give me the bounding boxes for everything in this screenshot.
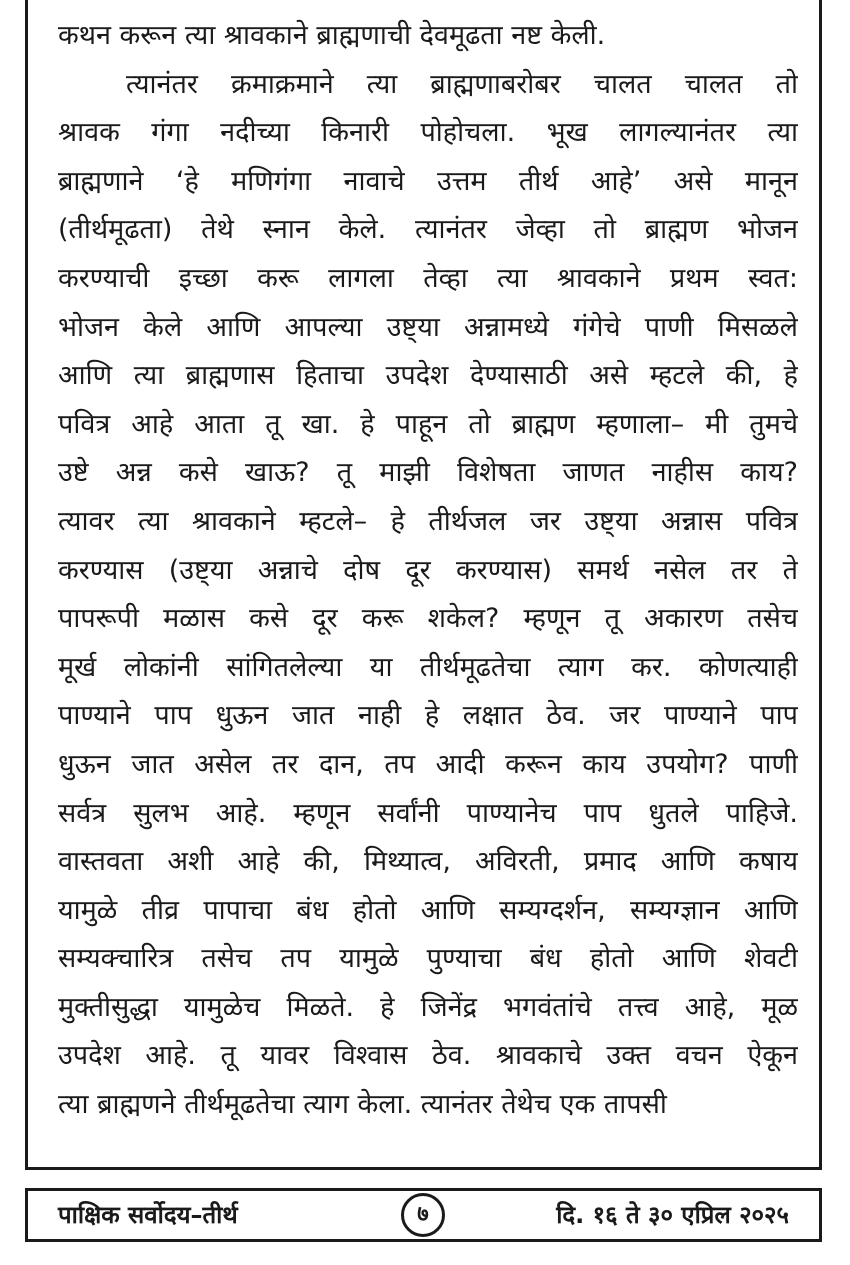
text-line: सर्वत्र सुलभ आहे. म्हणून सर्वांनी पाण्यानेच पाप धुतले पाहिजे. — [58, 797, 798, 829]
issue-date: दि. १६ ते ३० एप्रिल २०२५ — [556, 1201, 789, 1229]
text-line: सम्यक्चारित्र तसेच तप यामुळे पुण्याचा बंध होतो आणि शेवटी — [58, 943, 798, 975]
text-line: ब्राह्मणाने ‘हे मणिगंगा नावाचे उत्तम तीर्थ आहे’ असे मानून — [58, 165, 798, 197]
publication-name: पाक्षिक सर्वोदय–तीर्थ — [58, 1201, 238, 1229]
text-line: कथन करून त्या श्रावकाने ब्राह्मणाची देवमूढता नष्ट केली. — [58, 20, 606, 51]
text-line: धुऊन जात असेल तर दान, तप आदी करून काय उपयोग? पाणी — [58, 748, 798, 780]
text-line: आणि त्या ब्राह्मणास हिताचा उपदेश देण्यासाठी असे म्हटले की, हे — [58, 360, 798, 392]
text-line: उष्टे अन्न कसे खाऊ? तू माझी विशेषता जाणत नाहीस काय? — [58, 457, 798, 489]
text-line: भोजन केले आणि आपल्या उष्ट्या अन्नामध्ये गंगेचे पाणी मिसळले — [58, 311, 798, 343]
text-line: यामुळे तीव्र पापाचा बंध होतो आणि सम्यग्दर्शन, सम्यग्ज्ञान आणि — [58, 894, 798, 926]
text-line: त्यावर त्या श्रावकाने म्हटले– हे तीर्थजल जर उष्ट्या अन्नास पवित्र — [58, 505, 798, 537]
text-line: करण्याची इच्छा करू लागला तेव्हा त्या श्रावकाने प्रथम स्वत: — [58, 262, 798, 294]
text-line: पापरूपी मळास कसे दूर करू शकेल? म्हणून तू अकारण तसेच — [58, 603, 798, 635]
text-line: मुक्तीसुद्धा यामुळेच मिळते. हे जिनेंद्र भगवंतांचे तत्त्व आहे, मूळ — [58, 991, 798, 1023]
page-number: ७ — [401, 1193, 445, 1237]
text-line: मूर्ख लोकांनी सांगितलेल्या या तीर्थमूढतेचा त्याग कर. कोणत्याही — [58, 651, 798, 683]
body-text — [58, 12, 798, 1130]
text-line: त्यानंतर क्रमाक्रमाने त्या ब्राह्मणाबरोबर चालत चालत तो — [126, 68, 798, 100]
page-footer — [25, 1188, 822, 1242]
text-line: पाण्याने पाप धुऊन जात नाही हे लक्षात ठेव. जर पाण्याने पाप — [58, 700, 798, 732]
text-line: त्या ब्राह्मणने तीर्थमूढतेचा त्याग केला. त्यानंतर तेथेच एक तापसी — [58, 1089, 667, 1121]
text-line: उपदेश आहे. तू यावर विश्वास ठेव. श्रावकाचे उक्त वचन ऐकून — [58, 1040, 798, 1072]
text-line: श्रावक गंगा नदीच्या किनारी पोहोचला. भूख लागल्यानंतर त्या — [58, 117, 798, 149]
text-line: पवित्र आहे आता तू खा. हे पाहून तो ब्राह्मण म्हणाला– मी तुमचे — [58, 408, 798, 440]
text-line: वास्तवता अशी आहे की, मिथ्यात्व, अविरती, प्रमाद आणि कषाय — [58, 846, 798, 878]
text-line: करण्यास (उष्ट्या अन्नाचे दोष दूर करण्यास) समर्थ नसेल तर ते — [58, 554, 798, 586]
text-line: (तीर्थमूढता) तेथे स्नान केले. त्यानंतर जेव्हा तो ब्राह्मण भोजन — [58, 214, 798, 246]
